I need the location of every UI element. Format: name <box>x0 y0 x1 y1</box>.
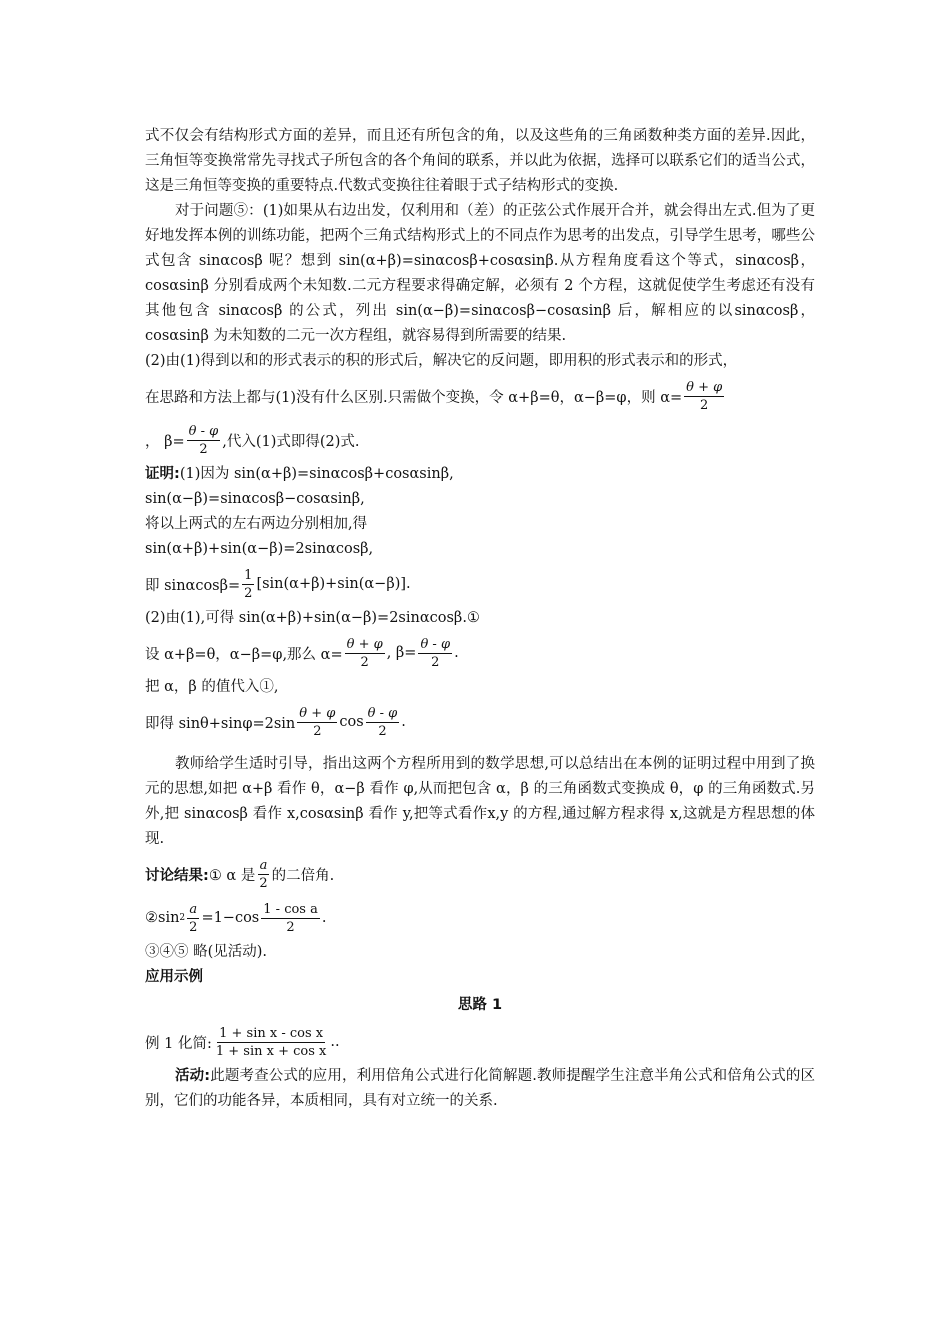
discussion-text-2b: =1−cos <box>201 910 260 926</box>
fraction-numerator: 1 + sin x - cos x <box>219 1025 324 1041</box>
question5-paragraph-1: 对于问题⑤：(1)如果从右边出发，仅利用和（差）的正弦公式作展开合并，就会得出左式.但为了更好地发挥本例的训练功能，把两个三角式结构形式上的不同点作为思考的出发点，引导学生思考，哪些公式包含 sinαcosβ 呢？想到 sin(α+β)=sinαcosβ+cosαsinβ.从方程角度看这个等式，sinαcosβ，cosαsinβ 分别看成两个未知数.二元方程要求得确定解，必须有 2 个方程，这就促使学生考虑还有没有其他包含 sinαcosβ 的公式，列出 sin(α−β)=sinαcosβ−cosαsinβ 后，解相应的以sinαcosβ，cosαsinβ 为未知数的二元一次方程组，就容易得到所需要的结果. <box>145 203 815 344</box>
proof-line-4: sin(α+β)+sin(α−β)=2sinαcosβ, <box>145 541 374 557</box>
fraction-denominator: 2 <box>378 723 387 739</box>
beta-text: ， β= <box>145 433 185 450</box>
beta-fraction <box>418 636 452 671</box>
proof-line-6: (2)由(1),可得 sin(α+β)+sin(α−β)=2sinαcosβ.① <box>145 610 480 626</box>
diff-fraction <box>366 705 400 740</box>
proof-text-5b: [sin(α+β)+sin(α−β)]. <box>256 576 411 592</box>
discussion-text-2c: . <box>321 910 327 926</box>
example-1-line <box>145 1020 815 1064</box>
fraction-denominator: 2 <box>199 441 208 457</box>
proof-line-8: 把 α，β 的值代入①, <box>145 679 279 695</box>
proof-text-1: (1)因为 sin(α+β)=sinαcosβ+cosαsinβ, <box>179 466 454 482</box>
discussion-label: 讨论结果: <box>145 867 209 884</box>
example-1-tail: .. <box>330 1034 340 1050</box>
question5-substitution-line <box>145 374 815 418</box>
fraction-denominator: 2 <box>259 875 268 891</box>
question5-beta-line <box>145 418 815 462</box>
teacher-guidance-paragraph: 教师给学生适时引导，指出这两个方程所用到的数学思想,可以总结出在本例的证明过程中用到了换元的思想,如把 α+β 看作 θ，α−β 看作 φ,从而把包含 α，β 的三角函数式变换成 θ，φ 的三角函数式.另外,把 sinαcosβ 看作 x,cosαsinβ 看作 y,把等式看作x,y 的方程,通过解方程求得 x,这就是方程思想的体现. <box>145 756 815 847</box>
activity-text: 此题考查公式的应用，利用倍角公式进行化简解题.教师提醒学生注意半角公式和倍角公式的区别，它们的功能各异，本质相同，具有对立统一的关系. <box>145 1068 815 1109</box>
discussion-line-3: ③④⑤ 略(见活动). <box>145 944 268 960</box>
fraction-denominator: 2 <box>189 919 198 935</box>
activity-label: 活动: <box>175 1068 211 1084</box>
fraction-denominator: 2 <box>360 654 369 670</box>
proof-text-5a: 即 sinαcosβ= <box>145 577 241 594</box>
fraction-numerator: 1 - cos a <box>263 901 318 917</box>
fraction-denominator: 2 <box>313 723 322 739</box>
proof-line-5 <box>145 562 815 606</box>
proof-line-2: sin(α−β)=sinαcosβ−cosαsinβ, <box>145 491 365 507</box>
discussion-line-2 <box>145 896 815 940</box>
proof-text-7c: . <box>454 645 459 661</box>
proof-text-9a: 即得 sinθ+sinφ=2sin <box>145 715 296 732</box>
approach-heading: 思路 1 <box>457 997 503 1013</box>
proof-line-9 <box>145 700 815 744</box>
fraction-numerator: θ + φ <box>346 636 383 652</box>
example-1-label: 例 1 化简: <box>145 1035 212 1052</box>
fraction-denominator: 2 <box>244 585 253 601</box>
beta-fraction <box>187 423 221 458</box>
discussion-text-1a: ① α 是 <box>208 867 256 884</box>
fraction-numerator: 1 <box>244 567 253 583</box>
fraction-numerator: θ + φ <box>686 379 723 395</box>
a-half-fraction <box>257 857 269 892</box>
sum-fraction <box>297 705 337 740</box>
proof-label: 证明: <box>145 466 180 482</box>
activity-paragraph <box>145 1064 815 1114</box>
fraction-denominator: 1 + sin x + cos x <box>215 1043 327 1059</box>
example-1-fraction <box>214 1025 329 1060</box>
fraction-denominator: 2 <box>700 397 709 413</box>
beta-tail-text: ,代入(1)式即得(2)式. <box>222 433 360 450</box>
proof-text-7a: 设 α+β=θ，α−β=φ,那么 α= <box>145 646 343 663</box>
alpha-fraction <box>684 379 724 414</box>
document-page <box>145 124 815 1114</box>
fraction-numerator: a <box>259 857 268 873</box>
fraction-numerator: θ - φ <box>188 423 219 439</box>
half-fraction <box>242 567 254 602</box>
proof-text-9c: . <box>401 714 406 730</box>
fraction-numerator: θ - φ <box>367 705 398 721</box>
fraction-denominator: 2 <box>286 919 295 935</box>
intro-paragraph: 式不仅会有结构形式方面的差异，而且还有所包含的角，以及这些角的三角函数种类方面的差异.因此，三角恒等变换常常先寻找式子所包含的各个角间的联系，并以此为依据，选择可以联系它们的适当公式，这是三角恒等变换的重要特点.代数式变换往往着眼于式子结构形式的变换. <box>145 128 815 194</box>
fraction-numerator: a <box>189 901 198 917</box>
fraction-denominator: 2 <box>431 654 440 670</box>
question5-paragraph-2: (2)由(1)得到以和的形式表示的积的形式后，解决它的反问题，即用积的形式表示和的形式， <box>145 353 738 369</box>
discussion-text-2a: ②sin <box>145 910 180 926</box>
fraction-numerator: θ + φ <box>299 705 336 721</box>
fraction-numerator: θ - φ <box>420 636 451 652</box>
one-minus-cos-fraction <box>261 901 320 936</box>
proof-line-3: 将以上两式的左右两边分别相加,得 <box>145 516 368 532</box>
proof-line-1 <box>145 462 815 487</box>
discussion-line-1 <box>145 852 815 896</box>
a-half-fraction <box>187 901 199 936</box>
square-exponent: 2 <box>179 913 186 923</box>
discussion-text-1b: 的二倍角. <box>271 867 335 884</box>
application-heading: 应用示例 <box>145 969 203 985</box>
substitution-text: 在思路和方法上都与(1)没有什么区别.只需做个变换，令 α+β=θ，α−β=φ，则 α= <box>145 389 683 406</box>
proof-text-7b: , β= <box>386 645 417 661</box>
proof-line-7 <box>145 631 815 675</box>
proof-text-9b: cos <box>339 714 364 730</box>
alpha-fraction <box>345 636 385 671</box>
